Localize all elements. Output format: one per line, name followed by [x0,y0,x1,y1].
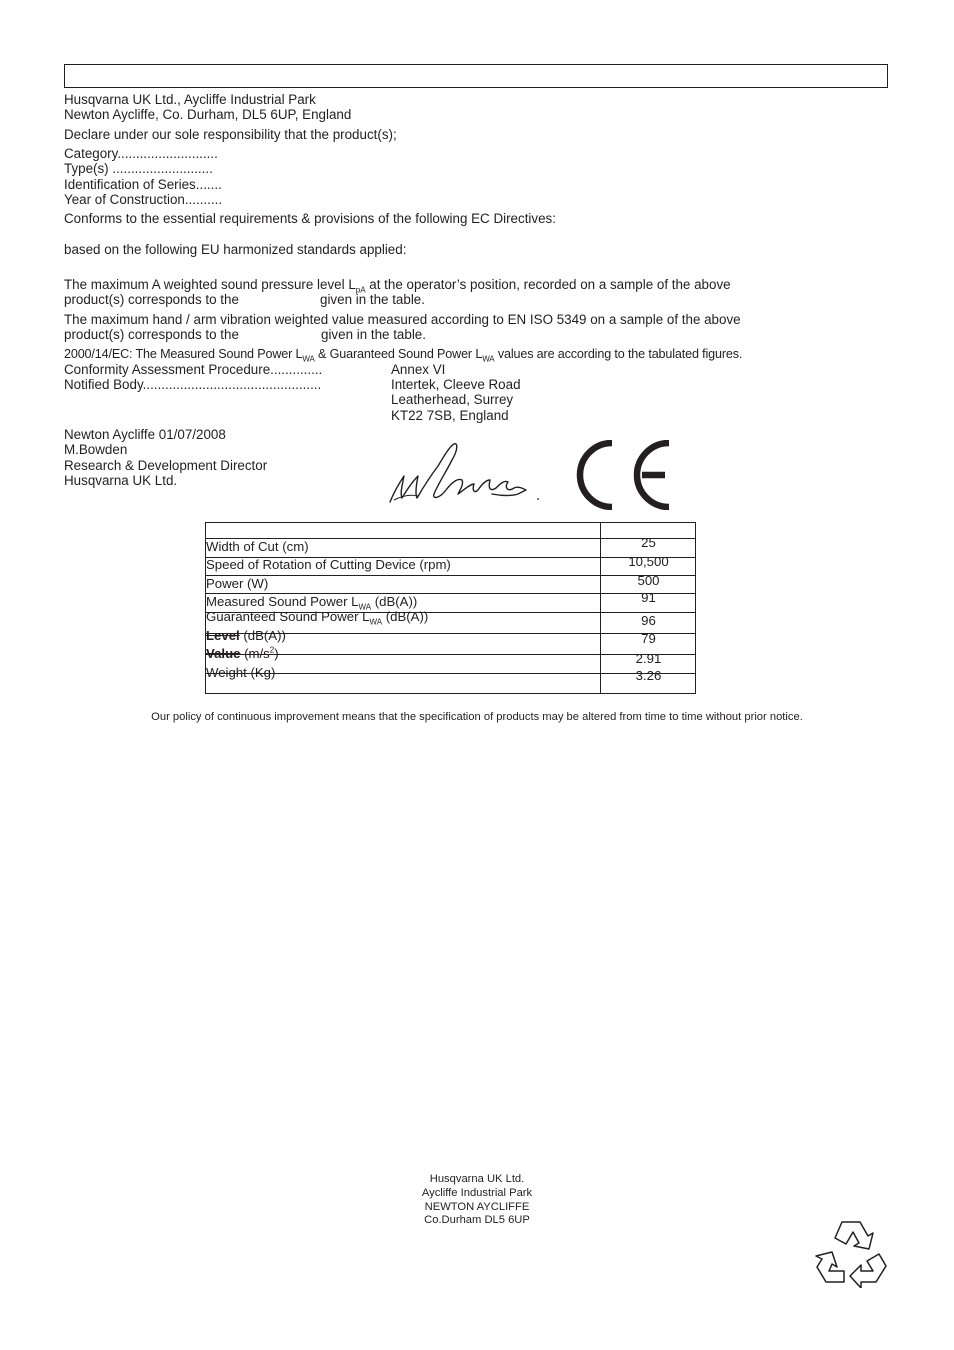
sound-pressure-sub: pA [355,285,366,295]
field-types: Type(s) ........................... [64,161,213,176]
directive-sub-1: WA [302,354,315,364]
table-row-unit-close: ) [274,646,279,661]
notified-body-line-2: Leatherhead, Surrey [391,392,514,407]
table-row-label-sub: WA [358,602,372,612]
table-row-label [206,628,286,643]
directive-part-a: 2000/14/EC: The Measured Sound Power L [64,347,303,361]
directive-part-c: values are according to the tabulated figures. [494,347,743,361]
conforms-text: Conforms to the essential requirements & provisions of the following EC Directives: [64,211,556,226]
notified-body-line-1: Intertek, Cleeve Road [391,377,521,392]
table-row-label [206,646,279,661]
table-row-unit: (dB(A)) [239,628,286,643]
conformity-label: Conformity Assessment Procedure.............. [64,362,323,377]
field-category: Category........................... [64,146,218,161]
vibration-line-2a: product(s) corresponds to the [64,327,239,342]
field-year: Year of Construction.......... [64,192,223,207]
table-row-value: 3.26 [635,668,662,683]
address-line-2: Newton Aycliffe, Co. Durham, DL5 6UP, England [64,107,352,122]
footer-line-1: Husqvarna UK Ltd. [429,1173,525,1185]
address-line-1: Husqvarna UK Ltd., Aycliffe Industrial Park [64,92,316,107]
title-box [64,64,888,88]
table-row-unit: (m/s [240,646,270,661]
vibration-line-2b: given in the table. [321,327,426,342]
signature-icon [380,436,550,508]
table-row-value: 91 [641,590,656,605]
table-row-label: Speed of Rotation of Cutting Device (rpm) [206,557,451,572]
vibration-line-1: The maximum hand / arm vibration weighted value measured according to EN ISO 5349 on a sample of the above [64,312,741,327]
sound-pressure-post: at the operator’s position, recorded on a sample of the above [365,277,731,292]
signatory-title: Research & Development Director [64,458,268,473]
table-row-value: 2.91 [635,651,662,666]
policy-note: Our policy of continuous improvement means that the specification of products may be altered from time to time without prior notice. [151,711,803,723]
signatory-company: Husqvarna UK Ltd. [64,473,178,488]
table-row-label-text: Measured Sound Power L [206,594,359,609]
notified-body-line-3: KT22 7SB, England [391,408,509,423]
directive-sub-2: WA [482,354,495,364]
table-row-label [206,594,418,612]
table-row-unit: (dB(A)) [382,609,429,624]
table-row-unit: (dB(A)) [371,594,418,609]
table-row-label-sub: WA [369,617,383,627]
table-row-value: 500 [637,573,660,588]
table-row-label: Power (W) [206,576,269,591]
directive-text [64,347,742,363]
table-row-label: Width of Cut (cm) [206,539,309,554]
sound-pressure-pre: The maximum A weighted sound pressure level L [64,277,356,292]
sound-pressure-line-2a: product(s) corresponds to the [64,292,239,307]
table-row-label-text: Value [206,646,241,661]
field-series: Identification of Series....... [64,177,222,192]
conformity-value: Annex VI [391,362,446,377]
table-row-label-text: Guaranteed Sound Power L [206,609,370,624]
ce-mark-icon [576,440,674,510]
directive-part-b: & Guaranteed Sound Power L [314,347,483,361]
table-row-label [206,609,429,627]
table-row-value: 96 [641,613,656,628]
declaration-text: Declare under our sole responsibility that the product(s); [64,127,397,142]
footer-line-3: NEWTON AYCLIFFE [424,1201,530,1213]
table-row-value: 10,500 [628,554,669,569]
signatory-name: M.Bowden [64,442,128,457]
table-row-label-text: Level [206,628,240,643]
recycle-icon [812,1216,890,1288]
sound-pressure-line-1 [64,277,731,293]
footer-line-4: Co.Durham DL5 6UP [424,1214,530,1226]
standards-text: based on the following EU harmonized standards applied: [64,242,407,257]
signatory-place-date: Newton Aycliffe 01/07/2008 [64,427,226,442]
notified-body-label: Notified Body................................................ [64,377,322,392]
table-row-label: Weight (Kg) [206,665,276,680]
sound-pressure-line-2b: given in the table. [320,292,425,307]
footer-line-2: Aycliffe Industrial Park [421,1187,533,1199]
table-row-value: 25 [641,535,656,550]
table-row-value: 79 [641,631,656,646]
table-row-unit-sup: 2 [269,645,275,655]
